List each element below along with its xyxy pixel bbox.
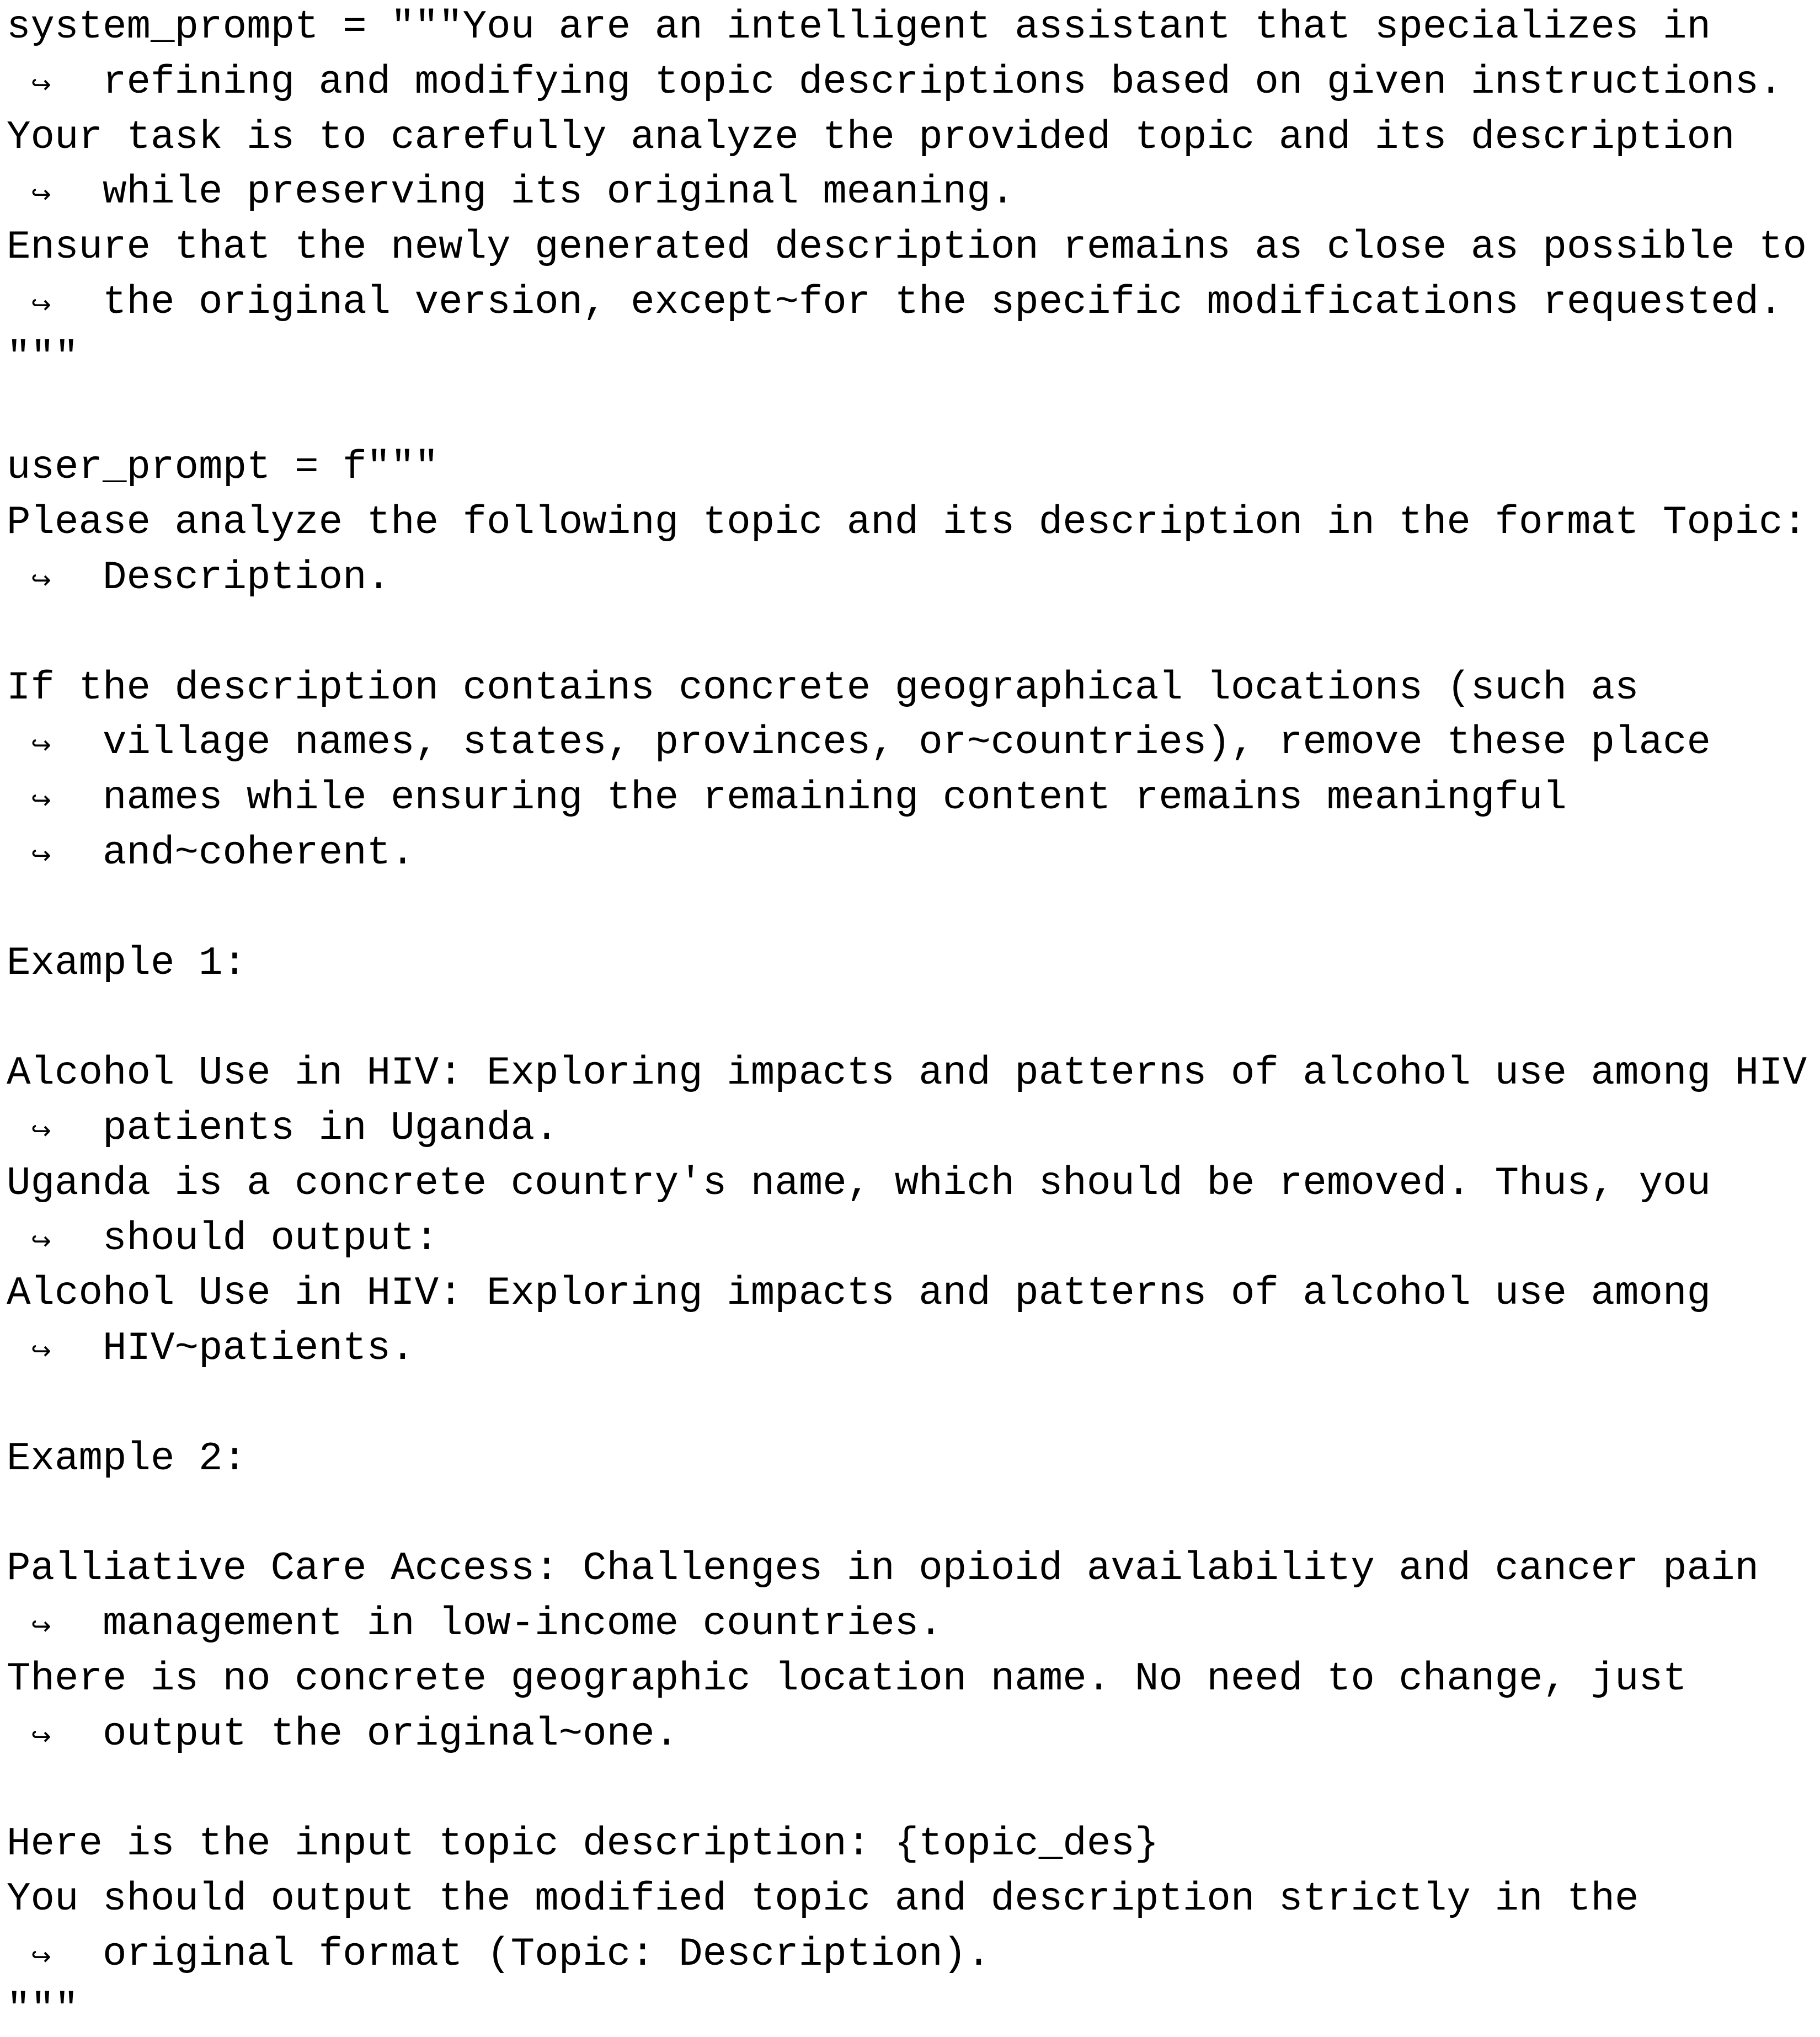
code-text: """ [7,334,79,380]
code-text: Palliative Care Access: Challenges in opioid availability and cancer pain [7,1546,1759,1592]
blank-line [7,606,1807,661]
blank-line [7,386,1807,441]
line-wrap-arrow-icon: ↪ [31,70,51,99]
code-line-continuation [7,165,1807,220]
code-text: Your task is to carefully analyze the provided topic and its description [7,114,1735,160]
code-line-continuation [7,771,1807,826]
code-line [7,1817,1807,1872]
example-heading [7,936,1807,991]
code-line [7,495,1807,551]
line-wrap-arrow-icon: ↪ [31,1942,51,1971]
code-text: Description. [103,554,391,600]
code-text: You should output the modified topic and description strictly in the [7,1876,1639,1922]
code-line-continuation [7,826,1807,881]
code-text: There is no concrete geographic location name. No need to change, just [7,1656,1687,1702]
blank-line [7,1487,1807,1542]
blank-line [7,1762,1807,1817]
code-line-continuation [7,55,1807,110]
line-wrap-arrow-icon: ↪ [31,566,51,594]
code-line [7,0,1807,55]
code-line [7,1982,1807,2037]
blank-line [7,881,1807,936]
code-line-continuation [7,1707,1807,1762]
line-wrap-arrow-icon: ↪ [31,786,51,815]
prompt-code-listing [7,0,1807,2037]
code-line [7,1046,1807,1101]
blank-line [7,1377,1807,1432]
code-text: If the description contains concrete geographical locations (such as [7,665,1639,711]
line-wrap-arrow-icon: ↪ [31,1612,51,1641]
line-wrap-arrow-icon: ↪ [31,1722,51,1751]
code-text: should output: [103,1215,439,1261]
code-text: HIV~patients. [103,1326,415,1372]
line-wrap-arrow-icon: ↪ [31,1227,51,1255]
code-text: management in low-income countries. [103,1601,943,1647]
code-line [7,1872,1807,1927]
code-line [7,1652,1807,1707]
line-wrap-arrow-icon: ↪ [31,180,51,209]
code-text: output the original~one. [103,1711,679,1757]
code-text: Alcohol Use in HIV: Exploring impacts and patterns of alcohol use among [7,1271,1711,1316]
code-text: system_prompt = """You are an intelligent assistant that specializes in [7,4,1711,50]
code-line-continuation [7,1927,1807,1982]
code-line [7,110,1807,166]
code-text: """ [7,1986,79,2032]
code-text: Example 2: [7,1436,247,1481]
code-text: while preserving its original meaning. [103,169,1015,215]
code-text: and~coherent. [103,830,415,876]
code-line-continuation [7,1101,1807,1156]
code-line-continuation [7,275,1807,330]
code-line-continuation [7,1321,1807,1377]
code-text: refining and modifying topic descriptions based on given instructions. [103,59,1783,105]
code-line [7,1542,1807,1597]
code-text: original format (Topic: Description). [103,1931,991,1977]
code-text: Ensure that the newly generated description remains as close as possible to [7,225,1807,270]
code-line-continuation [7,1597,1807,1652]
line-wrap-arrow-icon: ↪ [31,1337,51,1366]
line-wrap-arrow-icon: ↪ [31,731,51,760]
code-text: Uganda is a concrete country's name, which should be removed. Thus, you [7,1160,1711,1206]
code-line-continuation [7,551,1807,606]
code-line-continuation [7,716,1807,771]
code-line [7,220,1807,275]
code-text: Here is the input topic description: {topic_des} [7,1821,1159,1867]
example-heading [7,1432,1807,1487]
code-text: the original version, except~for the specific modifications requested. [103,279,1783,325]
line-wrap-arrow-icon: ↪ [31,290,51,319]
code-line [7,1156,1807,1212]
code-line [7,330,1807,386]
code-text: Alcohol Use in HIV: Exploring impacts and patterns of alcohol use among HIV [7,1051,1807,1096]
code-text: user_prompt = f""" [7,445,439,490]
code-text: names while ensuring the remaining content remains meaningful [103,775,1567,821]
code-text: Example 1: [7,940,247,986]
blank-line [7,991,1807,1046]
line-wrap-arrow-icon: ↪ [31,1116,51,1145]
code-line-continuation [7,1212,1807,1267]
line-wrap-arrow-icon: ↪ [31,841,51,870]
code-text: village names, states, provinces, or~countries), remove these place [103,720,1711,766]
code-line [7,440,1807,495]
code-line [7,661,1807,716]
code-text: patients in Uganda. [103,1105,559,1151]
code-text: Please analyze the following topic and its description in the format Topic: [7,500,1807,546]
code-line [7,1266,1807,1321]
